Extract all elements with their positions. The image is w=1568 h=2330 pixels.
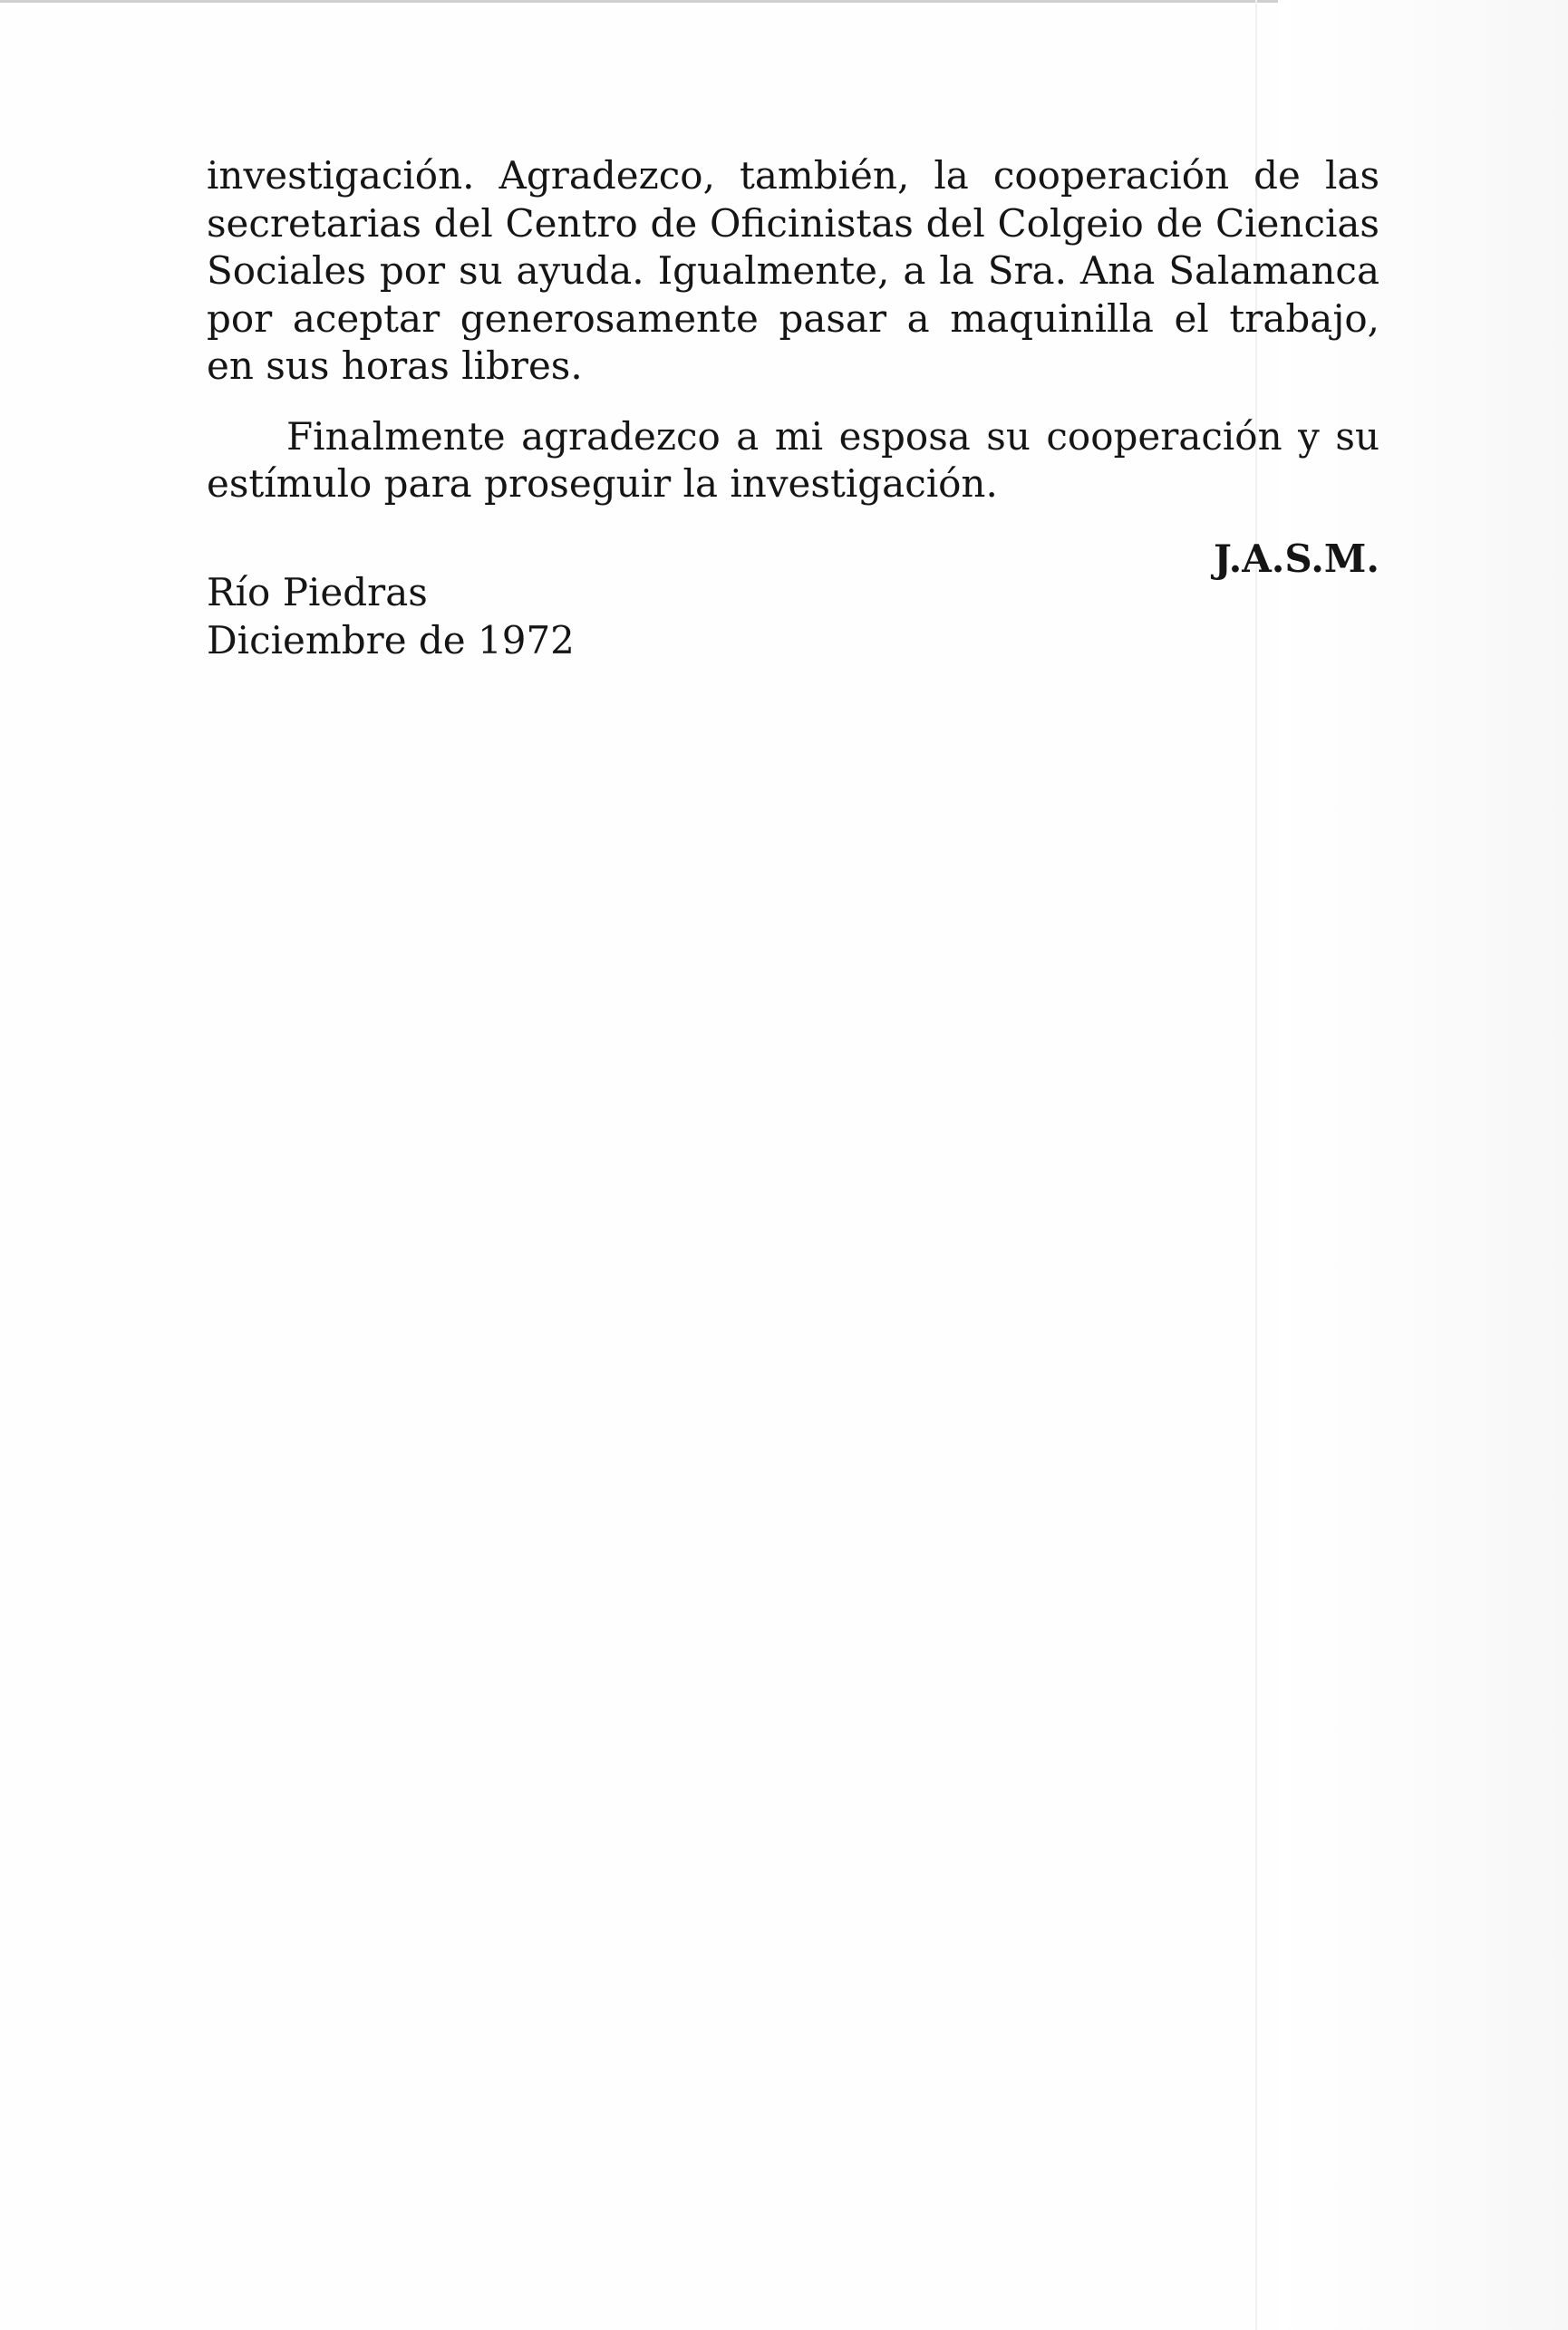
acknowledgement-paragraph: investigación. Agradezco, también, la cooperación de las secretarias del Centro de Oficinistas del Colgeio de Ciencias Sociales por su ayuda. Igualmente, a la Sra. Ana Salamanca por aceptar generosamente pasar a maquinilla el trabajo, en sus horas libres. — [207, 153, 1379, 388]
page-body — [207, 152, 1379, 664]
place-date-block — [207, 568, 1379, 664]
author-initials: J.A.S.M. — [1213, 536, 1379, 581]
date-line: Diciembre de 1972 — [207, 617, 575, 662]
closing-paragraph: Finalmente agradezco a mi esposa su cooperación y su estímulo para proseguir la investigación. — [207, 413, 1379, 506]
place-line: Río Piedras — [207, 569, 428, 614]
